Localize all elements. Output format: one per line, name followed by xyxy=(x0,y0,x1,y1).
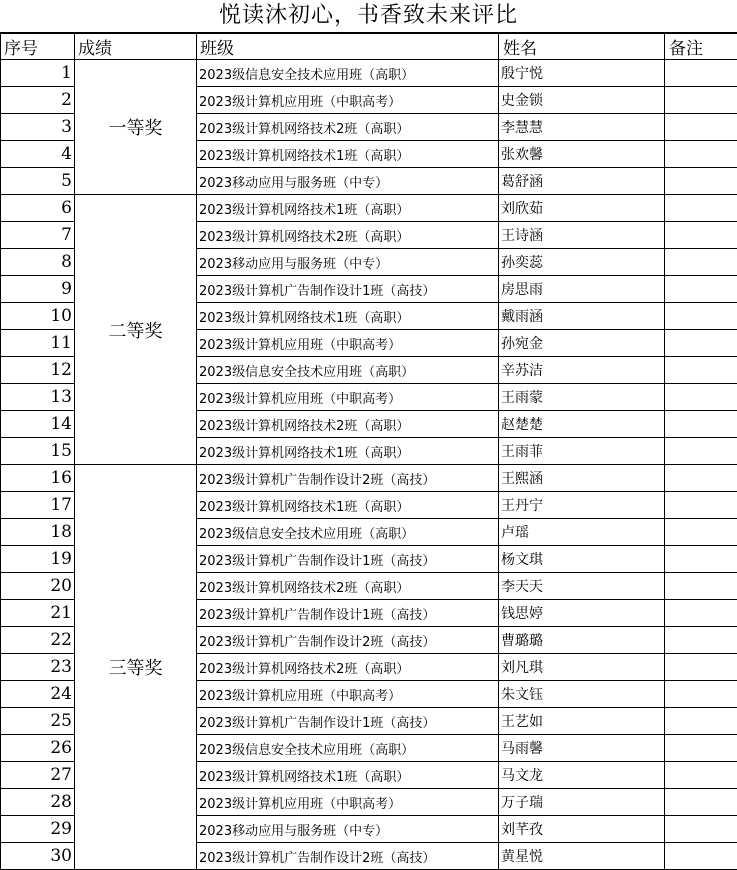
row-class: 2023移动应用与服务班（中专） xyxy=(197,249,499,276)
row-name: 刘凡琪 xyxy=(499,654,665,681)
row-class: 2023级计算机网络技术2班（高职） xyxy=(197,114,499,141)
row-class: 2023级计算机广告制作设计2班（高技） xyxy=(197,627,499,654)
row-class: 2023级计算机网络技术1班（高职） xyxy=(197,492,499,519)
table-row xyxy=(1,60,737,87)
row-class: 2023级计算机网络技术2班（高职） xyxy=(197,573,499,600)
row-index: 15 xyxy=(1,438,75,465)
table-row xyxy=(1,195,737,222)
row-remark xyxy=(665,654,737,681)
row-remark xyxy=(665,627,737,654)
row-remark xyxy=(665,276,737,303)
table-body xyxy=(1,60,737,870)
row-index: 30 xyxy=(1,843,75,870)
row-class: 2023级计算机广告制作设计2班（高技） xyxy=(197,843,499,870)
row-name: 杨文琪 xyxy=(499,546,665,573)
header-award: 成绩 xyxy=(75,34,197,60)
row-remark xyxy=(665,87,737,114)
row-remark xyxy=(665,195,737,222)
row-name: 曹璐璐 xyxy=(499,627,665,654)
row-class: 2023级计算机应用班（中职高考） xyxy=(197,681,499,708)
row-class: 2023级计算机网络技术1班（高职） xyxy=(197,195,499,222)
row-remark xyxy=(665,600,737,627)
row-name: 马雨馨 xyxy=(499,735,665,762)
row-index: 18 xyxy=(1,519,75,546)
header-name: 姓名 xyxy=(499,34,665,60)
table-row xyxy=(1,465,737,492)
row-name: 戴雨涵 xyxy=(499,303,665,330)
row-remark xyxy=(665,141,737,168)
row-name: 王丹宁 xyxy=(499,492,665,519)
row-index: 6 xyxy=(1,195,75,222)
row-class: 2023级计算机网络技术1班（高职） xyxy=(197,141,499,168)
row-name: 卢瑶 xyxy=(499,519,665,546)
row-name: 朱文钰 xyxy=(499,681,665,708)
row-index: 25 xyxy=(1,708,75,735)
row-name: 史金锁 xyxy=(499,87,665,114)
award-table xyxy=(0,33,737,870)
row-index: 26 xyxy=(1,735,75,762)
row-class: 2023级信息安全技术应用班（高职） xyxy=(197,357,499,384)
row-index: 14 xyxy=(1,411,75,438)
row-remark xyxy=(665,249,737,276)
row-remark xyxy=(665,222,737,249)
row-name: 万子瑞 xyxy=(499,789,665,816)
row-class: 2023级计算机应用班（中职高考） xyxy=(197,87,499,114)
row-remark xyxy=(665,519,737,546)
row-class: 2023级计算机网络技术1班（高职） xyxy=(197,303,499,330)
row-index: 19 xyxy=(1,546,75,573)
row-remark xyxy=(665,843,737,870)
row-class: 2023级计算机广告制作设计2班（高技） xyxy=(197,465,499,492)
row-name: 王艺如 xyxy=(499,708,665,735)
award-level: 三等奖 xyxy=(75,465,197,870)
row-remark xyxy=(665,573,737,600)
row-name: 葛舒涵 xyxy=(499,168,665,195)
row-class: 2023级计算机网络技术1班（高职） xyxy=(197,438,499,465)
row-remark xyxy=(665,438,737,465)
row-remark xyxy=(665,168,737,195)
row-name: 孙奕蕊 xyxy=(499,249,665,276)
row-remark xyxy=(665,357,737,384)
row-name: 刘欣茹 xyxy=(499,195,665,222)
row-class: 2023级计算机应用班（中职高考） xyxy=(197,330,499,357)
row-class: 2023级计算机网络技术2班（高职） xyxy=(197,222,499,249)
row-index: 17 xyxy=(1,492,75,519)
row-remark xyxy=(665,708,737,735)
row-index: 29 xyxy=(1,816,75,843)
row-index: 3 xyxy=(1,114,75,141)
page-title: 悦读沐初心，书香致未来评比 xyxy=(0,0,737,33)
row-name: 王诗涵 xyxy=(499,222,665,249)
row-remark xyxy=(665,546,737,573)
header-remark: 备注 xyxy=(665,34,737,60)
row-name: 孙宛金 xyxy=(499,330,665,357)
row-class: 2023级信息安全技术应用班（高职） xyxy=(197,519,499,546)
row-class: 2023级信息安全技术应用班（高职） xyxy=(197,60,499,87)
row-name: 辛苏洁 xyxy=(499,357,665,384)
row-remark xyxy=(665,681,737,708)
row-class: 2023级计算机广告制作设计1班（高技） xyxy=(197,600,499,627)
row-index: 22 xyxy=(1,627,75,654)
row-name: 李慧慧 xyxy=(499,114,665,141)
header-row xyxy=(1,34,737,60)
header-index: 序号 xyxy=(1,34,75,60)
row-index: 27 xyxy=(1,762,75,789)
row-name: 赵楚楚 xyxy=(499,411,665,438)
row-index: 2 xyxy=(1,87,75,114)
row-remark xyxy=(665,735,737,762)
row-remark xyxy=(665,789,737,816)
row-class: 2023级计算机广告制作设计1班（高技） xyxy=(197,276,499,303)
row-name: 王雨菲 xyxy=(499,438,665,465)
row-name: 殷宁悦 xyxy=(499,60,665,87)
row-index: 9 xyxy=(1,276,75,303)
row-index: 23 xyxy=(1,654,75,681)
row-name: 房思雨 xyxy=(499,276,665,303)
row-index: 16 xyxy=(1,465,75,492)
row-class: 2023级计算机应用班（中职高考） xyxy=(197,789,499,816)
row-remark xyxy=(665,762,737,789)
award-level: 二等奖 xyxy=(75,195,197,465)
row-name: 刘芊孜 xyxy=(499,816,665,843)
row-class: 2023移动应用与服务班（中专） xyxy=(197,816,499,843)
row-remark xyxy=(665,330,737,357)
row-index: 7 xyxy=(1,222,75,249)
row-remark xyxy=(665,492,737,519)
row-remark xyxy=(665,303,737,330)
row-class: 2023级计算机网络技术2班（高职） xyxy=(197,654,499,681)
row-index: 8 xyxy=(1,249,75,276)
row-name: 马文龙 xyxy=(499,762,665,789)
row-index: 12 xyxy=(1,357,75,384)
row-name: 李天天 xyxy=(499,573,665,600)
row-index: 5 xyxy=(1,168,75,195)
row-index: 1 xyxy=(1,60,75,87)
award-level: 一等奖 xyxy=(75,60,197,195)
row-name: 黄星悦 xyxy=(499,843,665,870)
row-class: 2023级计算机网络技术1班（高职） xyxy=(197,762,499,789)
row-name: 张欢馨 xyxy=(499,141,665,168)
row-remark xyxy=(665,384,737,411)
row-class: 2023级计算机网络技术2班（高职） xyxy=(197,411,499,438)
row-index: 21 xyxy=(1,600,75,627)
row-class: 2023级计算机应用班（中职高考） xyxy=(197,384,499,411)
row-index: 24 xyxy=(1,681,75,708)
row-name: 王雨蒙 xyxy=(499,384,665,411)
row-index: 28 xyxy=(1,789,75,816)
row-class: 2023级计算机广告制作设计1班（高技） xyxy=(197,708,499,735)
row-name: 钱思婷 xyxy=(499,600,665,627)
row-name: 王熙涵 xyxy=(499,465,665,492)
row-index: 10 xyxy=(1,303,75,330)
row-remark xyxy=(665,816,737,843)
row-remark xyxy=(665,114,737,141)
row-class: 2023级计算机广告制作设计1班（高技） xyxy=(197,546,499,573)
header-class: 班级 xyxy=(197,34,499,60)
row-index: 13 xyxy=(1,384,75,411)
row-remark xyxy=(665,411,737,438)
row-remark xyxy=(665,60,737,87)
row-class: 2023级信息安全技术应用班（高职） xyxy=(197,735,499,762)
row-index: 20 xyxy=(1,573,75,600)
row-class: 2023移动应用与服务班（中专） xyxy=(197,168,499,195)
row-index: 4 xyxy=(1,141,75,168)
row-remark xyxy=(665,465,737,492)
row-index: 11 xyxy=(1,330,75,357)
